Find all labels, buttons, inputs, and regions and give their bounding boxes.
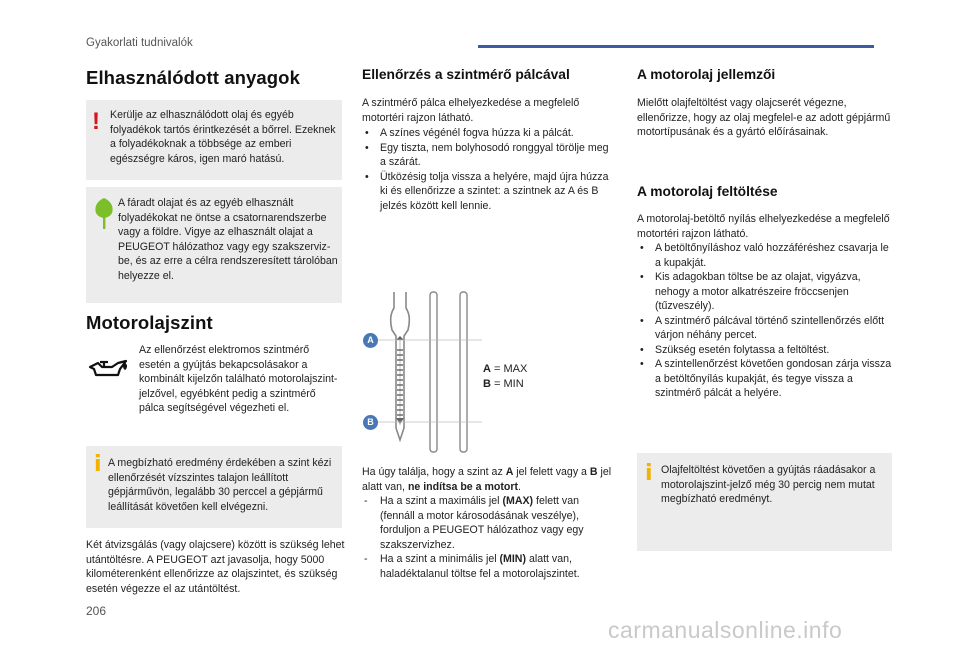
list-item: - Ha a szint a maximális jel (MAX) felett van (fennáll a motor károsodásának veszélye), forduljon a PEUGEOT hálózathoz vagy egy szakszervizhez.: [362, 494, 616, 552]
dipstick-illustration: [362, 290, 482, 455]
info-icon: i: [645, 461, 653, 486]
title-oil-specs: A motorolaj jellemzői: [637, 67, 776, 82]
marker-b: B: [363, 415, 378, 430]
refill-interval-text: Két átvizsgálás (vagy olajcsere) között is szükség lehet utántöltésre. A PEUGEOT azt javasolja, hogy 5000 kilométerenként ellenőrizze az olajszintet, és szükség esetén végezze el az utántöltést.: [86, 539, 345, 595]
list-item: • A szintmérő pálcával történő szintellenőrzés előtt várjon néhány percet.: [637, 314, 892, 343]
title-dipstick-check: Ellenőrzés a szintmérő pálcával: [362, 67, 570, 82]
info-box-level: [86, 446, 342, 528]
title-waste-materials: Elhasználódott anyagok: [86, 67, 300, 88]
legend-min: B = MIN: [483, 378, 524, 390]
list-item: • A betöltőnyíláshoz való hozzáféréshez csavarja le a kupakját.: [637, 241, 892, 270]
oil-filling-intro: A motorolaj-betöltő nyílás elhelyezkedése a megfelelő motortéri rajzon látható.: [637, 213, 890, 240]
list-item: • A színes végénél fogva húzza ki a pálcát.: [362, 126, 616, 141]
column-left: [86, 67, 342, 89]
column-middle: [362, 67, 616, 213]
warning-box: [86, 100, 342, 180]
warning-icon: !: [92, 108, 100, 135]
dipstick-steps: [362, 126, 616, 213]
list-item: • Szükség esetén folytassa a feltöltést.: [637, 343, 892, 358]
list-item: • A szintellenőrzést követően gondosan zárja vissza a betöltőnyílás kupakját, és tegye vissza a szintmérő pálcát a helyére.: [637, 357, 892, 401]
list-item: - Ha a szint a minimális jel (MIN) alatt van, haladéktalanul töltse fel a motorolajszintet.: [362, 552, 616, 581]
oil-level-text: Az ellenőrzést elektromos szintmérő esetén a gyújtás bekapcsolásakor a kombinált kijelzőn található motorolajszint-jelzővel, egyébként pedig a szintmérő pálca segítségével végezheti el.: [139, 344, 338, 414]
eco-text: A fáradt olajat és az egyéb elhasznált folyadékokat ne öntse a csatornarendszerbe vagy a földre. Vigye az elhasznált olajat a PEUGEOT hálózathoz vagy egy szakszerviz-be, és az erre a célra rendszeresített tárolóban helyezze el.: [118, 197, 338, 282]
marker-a: A: [363, 333, 378, 348]
list-item: • Ütközésig tolja vissza a helyére, majd újra húzza ki és ellenőrizze a szintet: a szintnek az A és B jelzés között kell lennie.: [362, 170, 616, 214]
eco-leaf-icon: [93, 197, 115, 231]
oil-level-icon: [88, 357, 130, 383]
dipstick-intro: A szintmérő pálca elhelyezkedése a megfelelő motortéri rajzon látható.: [362, 97, 580, 124]
page-number: 206: [86, 604, 107, 618]
eco-box: [86, 187, 342, 303]
dipstick-level-cases: [362, 494, 616, 581]
header-bar: [478, 45, 874, 48]
info-text-level: A megbízható eredmény érdekében a szint kézi ellenőrzését vízszintes talajon leállított gépjárművön, legalább 30 perccel a gépjármű leállítását követően kell elvégezni.: [108, 457, 332, 513]
list-item: • Egy tiszta, nem bolyhosodó ronggyal törölje meg a szárát.: [362, 141, 616, 170]
column-right: [637, 67, 892, 140]
oil-specs-text: Mielőtt olajfeltöltést vagy olajcserét végezne, ellenőrizze, hogy az olaj megfelel-e az adott gépjármű motortípusának és a gyártó előírásainak.: [637, 97, 891, 138]
title-oil-filling: A motorolaj feltöltése: [637, 184, 778, 199]
legend-max: A = MAX: [483, 363, 528, 375]
oil-filling-steps: [637, 241, 892, 401]
info-text-filling: Olajfeltöltést követően a gyújtás ráadásakor a motorolajszint-jelző még 30 percig nem mutat megbízható eredményt.: [661, 464, 876, 505]
watermark: carmanualsonline.info: [608, 617, 843, 643]
title-oil-level: Motorolajszint: [86, 312, 213, 333]
info-box-filling: [637, 453, 892, 551]
list-item: • Kis adagokban töltse be az olajat, vigyázva, nehogy a motor alkatrészeire fröccsenjen (tűzveszély).: [637, 270, 892, 314]
info-icon: i: [94, 452, 102, 477]
section-header: Gyakorlati tudnivalók: [86, 37, 193, 49]
warning-text: Kerülje az elhasználódott olaj és egyéb folyadékok tartós érintkezését a bőrrel. Ezeknek a folyadékoknak a többsége az emberi egészségre káros, igen maró hatású.: [110, 109, 336, 165]
dipstick-result-text: Ha úgy találja, hogy a szint az A jel felett vagy a B jel alatt van, ne indítsa be a motort.: [362, 466, 612, 493]
